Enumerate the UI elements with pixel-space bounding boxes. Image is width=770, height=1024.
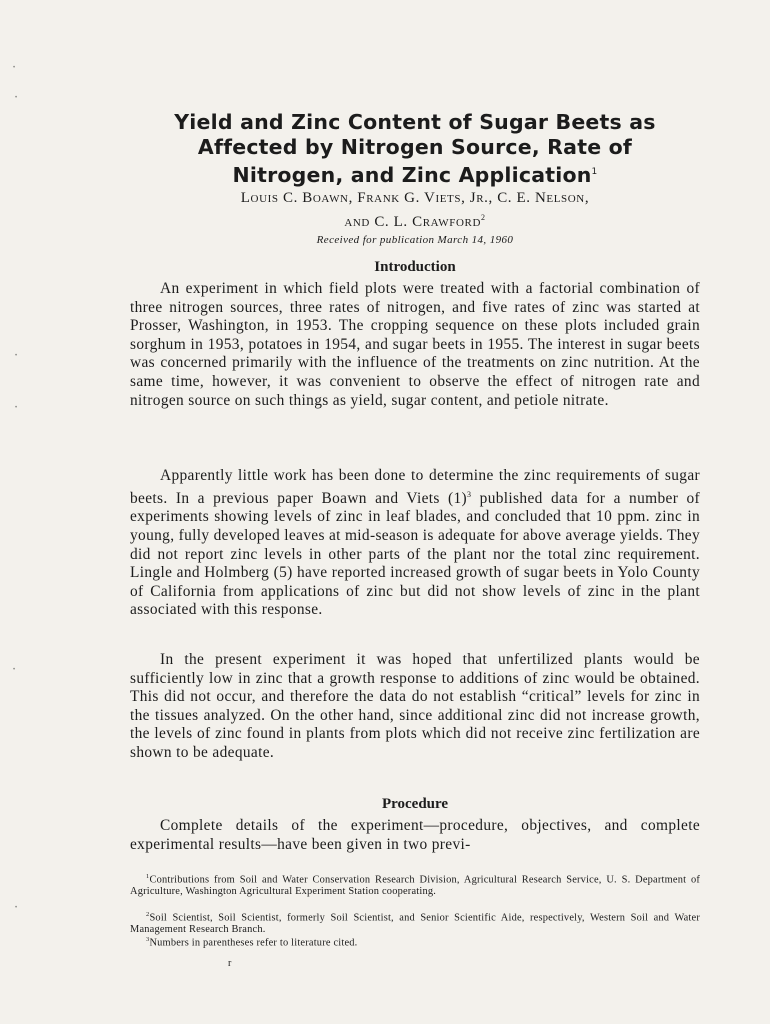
footnote-mark: 3 [467, 489, 472, 499]
author-line: Louis C. Boawn, Frank G. Viets, Jr., C. E. Nelson, [240, 190, 590, 206]
footnote-text: Soil Scientist, Soil Scientist, formerly Soil Scientist, and Senior Scientific Aide, respectively, Western Soil and Water Management Research Branch. [130, 912, 700, 936]
title-text: Nitrogen, and Zinc Application [232, 162, 592, 187]
author-text: and C. L. Crawford [344, 214, 482, 230]
scan-artifact: · [12, 662, 17, 677]
title-line: Yield and Zinc Content of Sugar Beets as [174, 110, 656, 134]
footnote-mark: 2 [481, 213, 486, 222]
scan-artifact: · [14, 90, 19, 105]
footnote-text: Numbers in parentheses refer to literature cited. [149, 937, 358, 949]
paragraph-text: Apparently little work has been done to determine the zinc requirements of sugar beets. In a previous paper Boawn and Viets (1) [130, 467, 700, 507]
article-title [140, 110, 690, 188]
footnote-mark: 3 [146, 936, 150, 943]
paragraph: In the present experiment it was hoped that unfertilized plants would be sufficiently low in zinc that a growth response to additions of zinc would be obtained. This did not occur, and therefore the data do not establish “critical” levels for zinc in the tissues analyzed. On the other hand, since additional zinc did not increase growth, the levels of zinc found in plants from plots which did not receive zinc fertilization are shown to be adequate. [130, 651, 700, 761]
scan-artifact: · [14, 900, 19, 915]
footnote-mark: 1 [146, 873, 150, 880]
footnote-mark: 2 [146, 911, 150, 918]
title-line: Affected by Nitrogen Source, Rate of [197, 135, 633, 159]
paragraph: An experiment in which field plots were treated with a factorial combination of three nitrogen sources, three rates of nitrogen, and five rates of zinc was started at Prosser, Washington, in 1953. The cropping sequence on these plots included grain sorghum in 1953, potatoes in 1954, and sugar beets in 1955. The interest in sugar beets was concerned primarily with the influence of the treatments on zinc nutrition. At the same time, however, it was convenient to observe the effect of nitrogen rate and nitrogen source on such things as yield, sugar content, and petiole nitrate. [130, 280, 700, 409]
footnote [130, 934, 700, 949]
scan-artifact: · [12, 60, 17, 75]
paragraph-text: published data for a number of experiments showing levels of zinc in leaf blades, and concluded that 10 ppm. zinc in young, fully developed leaves at mid-season is adequate for above average yields. They did not report zinc levels in other parts of the plant nor the total zinc requirement. Lingle and Holmberg (5) have reported increased growth of sugar beets in Yolo County of California from applications of zinc but did not show levels of zinc in the plant associated with this response. [130, 489, 701, 619]
section-heading-introduction: Introduction [374, 259, 456, 275]
footnote-mark: 1 [591, 167, 598, 177]
scan-artifact: · [14, 400, 19, 415]
section-heading-procedure: Procedure [381, 796, 449, 812]
paragraph [130, 467, 700, 620]
footnote [130, 909, 700, 936]
received-date: Received for publication March 14, 1960 [316, 234, 514, 246]
author-list [130, 188, 700, 232]
footnote-text: Contributions from Soil and Water Conservation Research Division, Agricultural Research Service, U. S. Department of Agriculture, Washington Agricultural Experiment Station cooperating. [130, 874, 700, 898]
paragraph: Complete details of the experiment—procedure, objectives, and complete experimental results—have been given in two previ- [130, 817, 700, 853]
page-mark: r [228, 958, 232, 969]
scan-artifact: · [14, 348, 19, 363]
footnote [130, 871, 700, 898]
title-line [140, 160, 690, 188]
author-line [130, 208, 700, 232]
